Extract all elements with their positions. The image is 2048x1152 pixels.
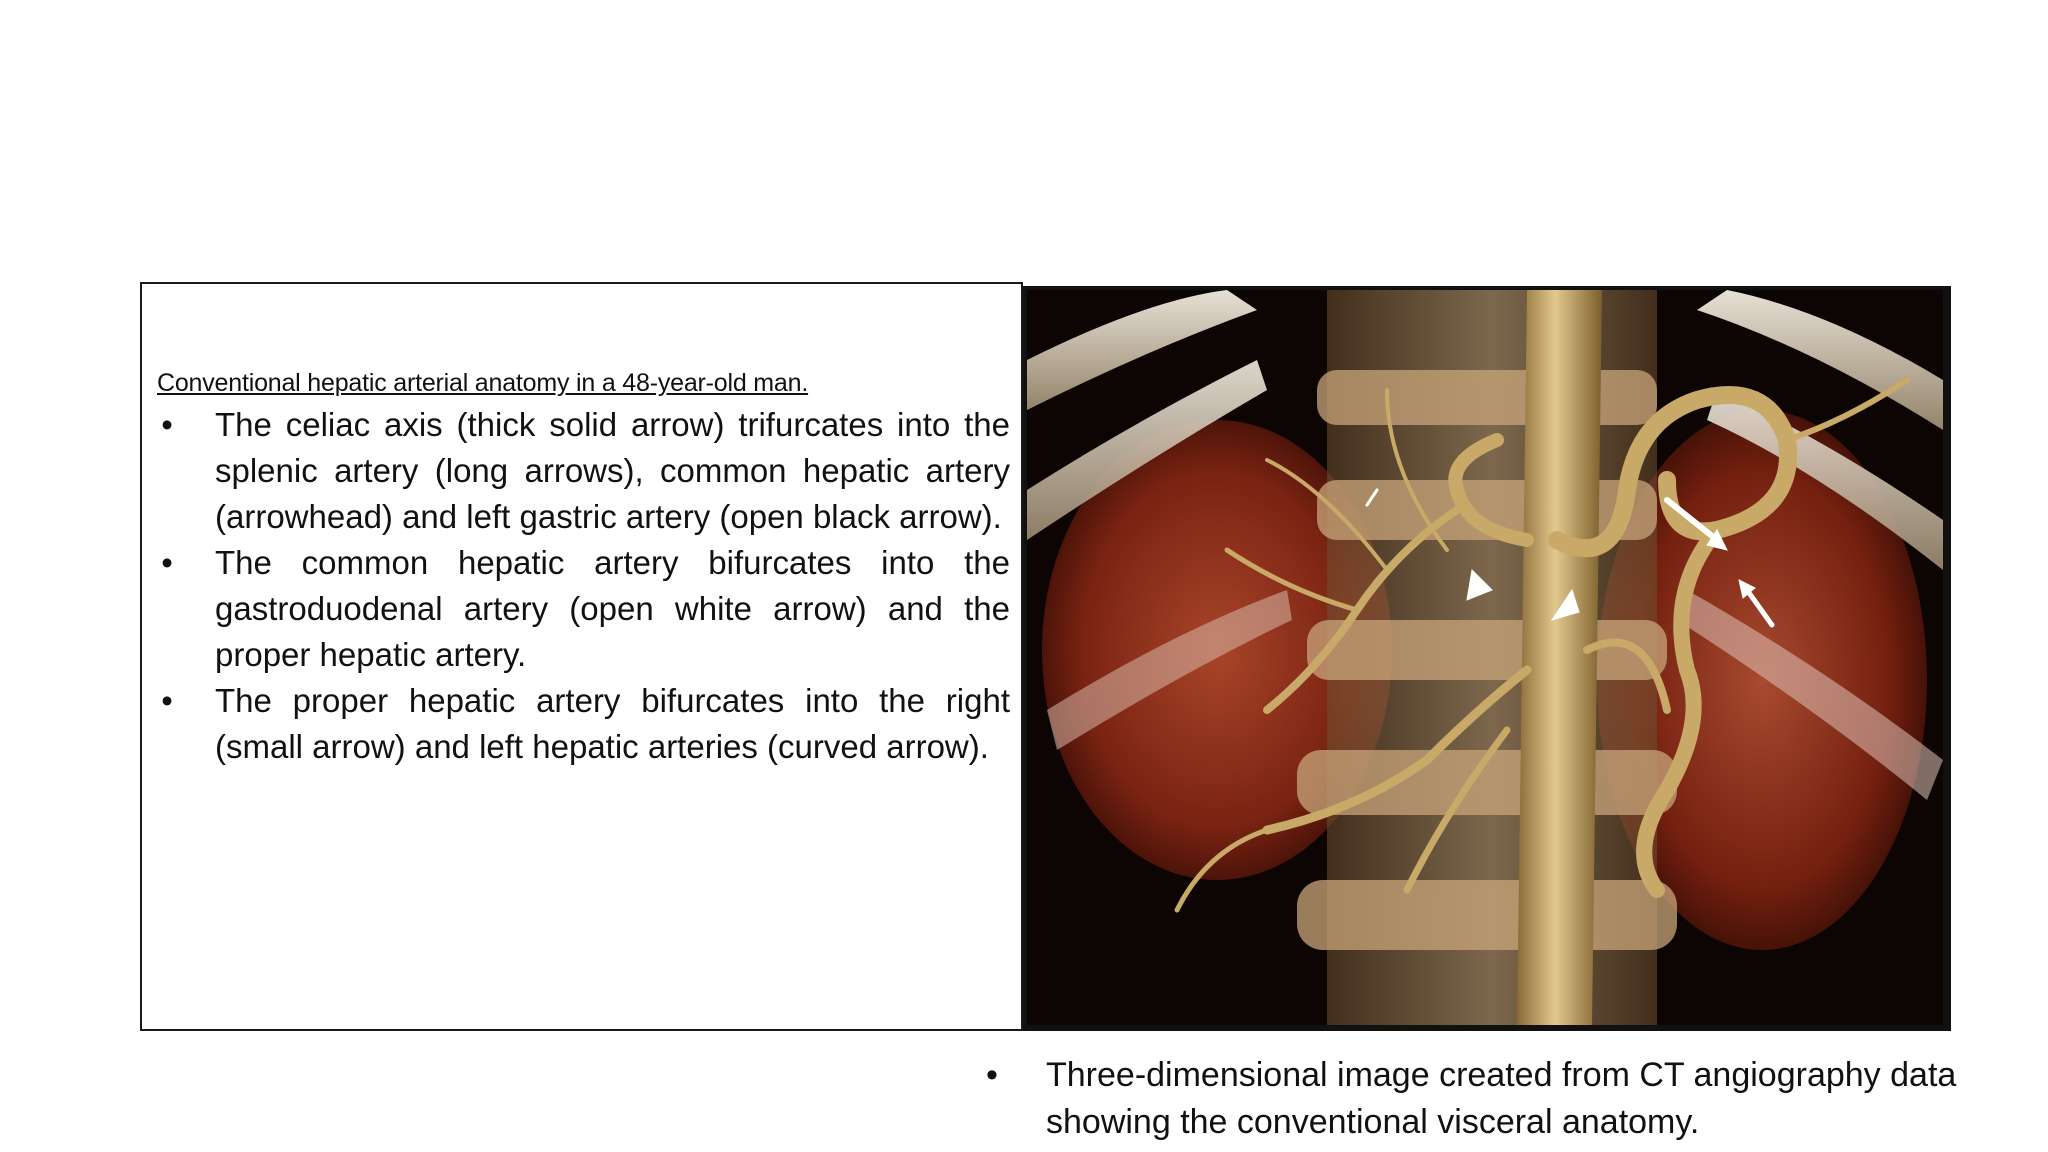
bullet-icon: • xyxy=(161,544,173,581)
bullet-icon: • xyxy=(161,682,173,719)
bullet-icon: • xyxy=(161,406,173,443)
bullet-item xyxy=(157,402,1010,540)
figure-caption: Conventional hepatic arterial anatomy in a 48-year-old man. xyxy=(157,369,809,397)
bullet-text: The proper hepatic artery bifurcates into the right (small arrow) and left hepatic arteries (curved arrow). xyxy=(215,682,1010,765)
bullet-icon: • xyxy=(986,1056,998,1094)
bullet-text: The common hepatic artery bifurcates into the gastroduodenal artery (open white arrow) and the proper hepatic artery. xyxy=(215,544,1010,673)
ct-angiography-image xyxy=(1023,286,1951,1031)
bullet-text: The celiac axis (thick solid arrow) trifurcates into the splenic artery (long arrows), common hepatic artery (arrowhead) and left gastric artery (open black arrow). xyxy=(215,406,1010,535)
footnote-text: Three-dimensional image created from CT angiography data showing the conventional visceral anatomy. xyxy=(1046,1056,1957,1141)
bullet-list xyxy=(157,402,1010,770)
text-box xyxy=(140,282,1023,1031)
bullet-item xyxy=(157,540,1010,678)
ct-angiography-render xyxy=(1027,290,1943,1025)
bullet-item xyxy=(157,678,1010,770)
